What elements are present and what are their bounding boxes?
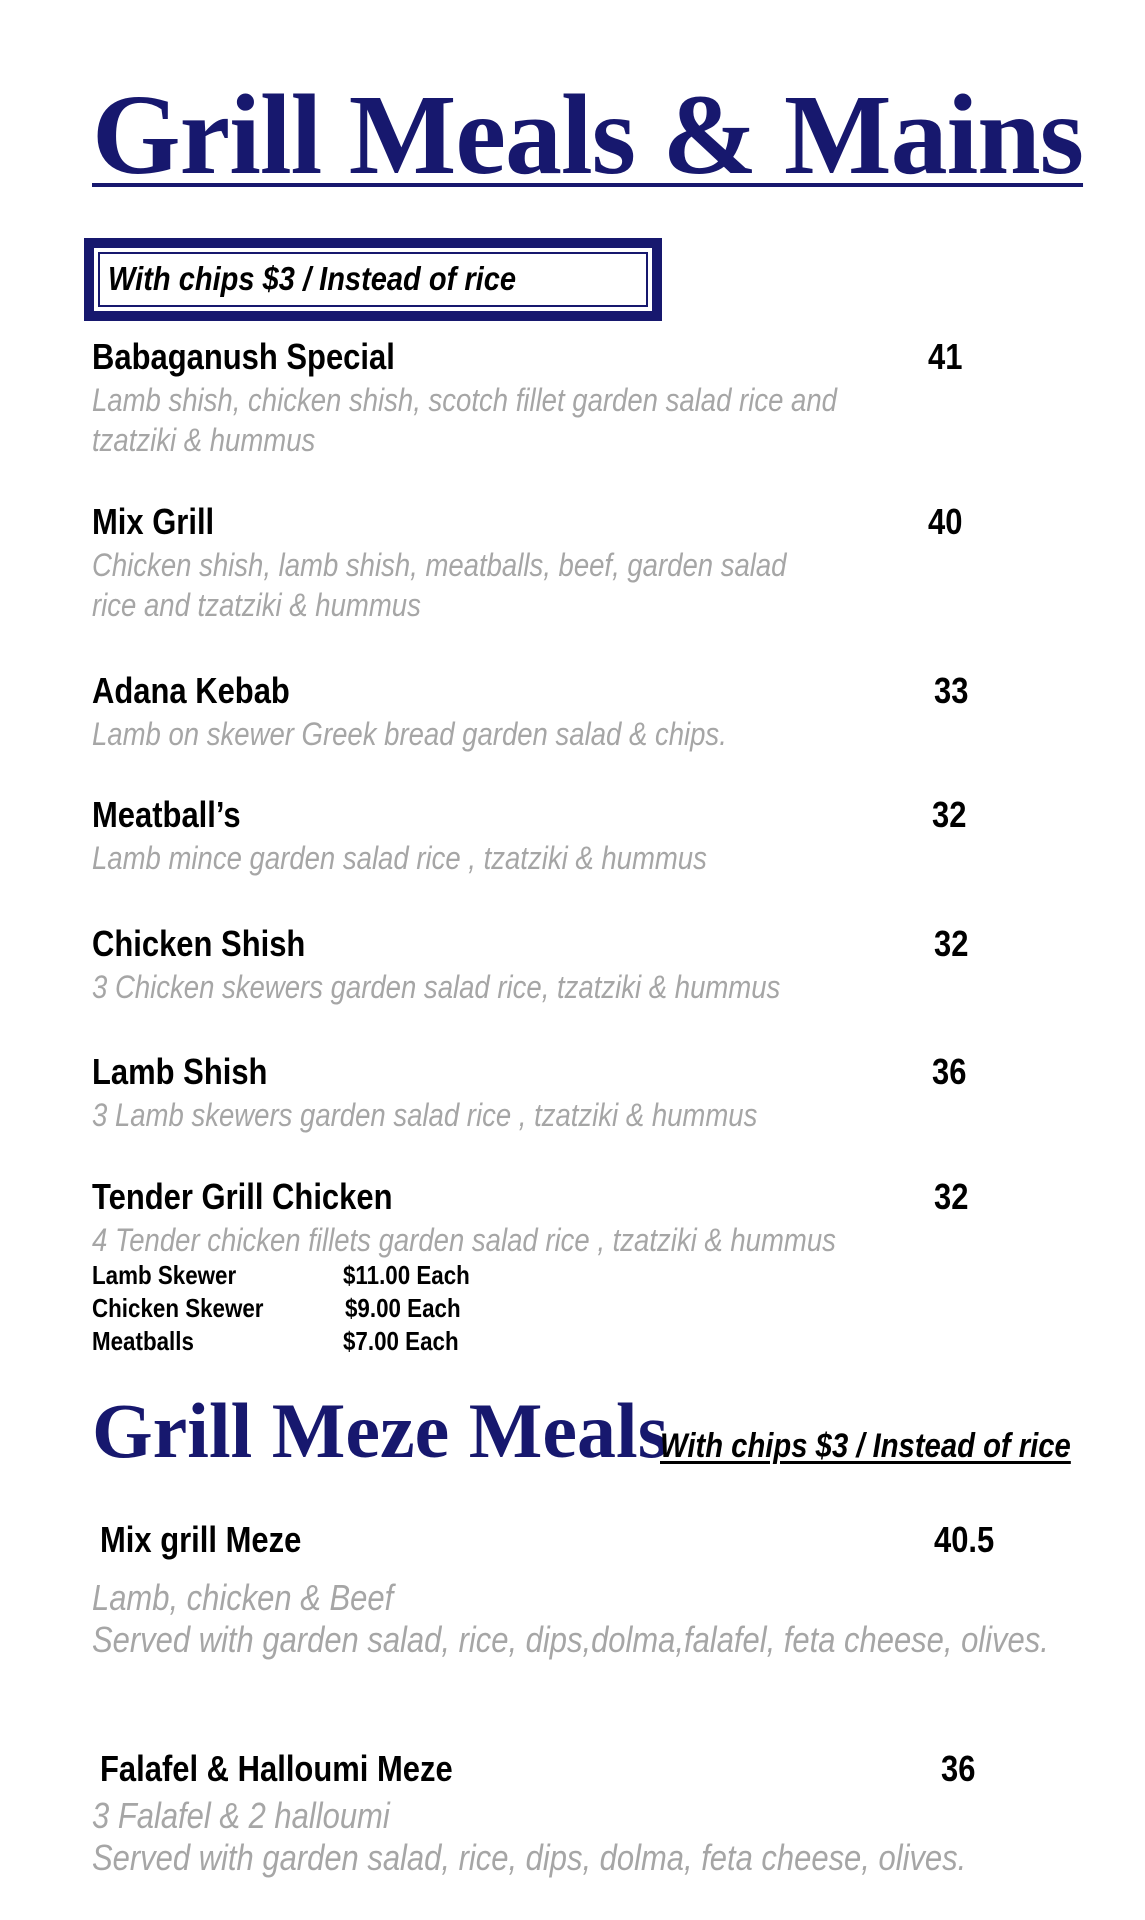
menu-item-desc-line: Lamb on skewer Greek bread garden salad & chips. (92, 716, 727, 752)
menu-item-price: 40 (928, 501, 963, 542)
menu-item-desc-line: 3 Lamb skewers garden salad rice , tzatziki & hummus (92, 1097, 758, 1133)
menu-item-desc-line: rice and tzatziki & hummus (92, 587, 421, 623)
menu-item-name: Mix Grill (92, 501, 215, 542)
menu-item-price: 36 (932, 1051, 967, 1092)
menu-item-desc-line: Lamb shish, chicken shish, scotch fillet garden salad rice and (92, 382, 837, 418)
meze-item-desc-line: Served with garden salad, rice, dips, dolma, feta cheese, olives. (92, 1837, 967, 1878)
skewer-price: $7.00 Each (343, 1326, 459, 1356)
meze-item-desc-line: Served with garden salad, rice, dips,dolma,falafel, feta cheese, olives. (92, 1619, 1049, 1660)
menu-item-price: 32 (934, 923, 969, 964)
meze-item-desc-line: Lamb, chicken & Beef (92, 1577, 394, 1618)
menu-item-desc-line: Lamb mince garden salad rice , tzatziki & hummus (92, 840, 707, 876)
menu-item-price: 32 (934, 1176, 969, 1217)
menu-item-price: 41 (928, 336, 963, 377)
menu-item-name: Chicken Shish (92, 923, 306, 964)
meze-item-price: 40.5 (934, 1519, 995, 1560)
menu-item-name: Adana Kebab (92, 670, 290, 711)
skewer-price: $11.00 Each (343, 1260, 470, 1290)
meze-item-price: 36 (941, 1748, 976, 1789)
skewer-name: Lamb Skewer (92, 1260, 237, 1290)
page-title: Grill Meals & Mains (92, 71, 1084, 198)
menu-item-price: 32 (932, 794, 967, 835)
menu-item-price: 33 (934, 670, 969, 711)
menu-item-desc-line: 3 Chicken skewers garden salad rice, tzatziki & hummus (92, 969, 781, 1005)
chips-note-text: With chips $3 / Instead of rice (108, 260, 517, 297)
meze-item-name: Mix grill Meze (100, 1519, 302, 1560)
menu-item-desc-line: Chicken shish, lamb shish, meatballs, beef, garden salad (92, 547, 787, 583)
meze-item-name: Falafel & Halloumi Meze (100, 1748, 453, 1789)
menu-item-desc-line: tzatziki & hummus (92, 422, 316, 458)
menu-item-name: Meatball’s (92, 794, 241, 835)
menu-item-desc-line: 4 Tender chicken fillets garden salad rice , tzatziki & hummus (92, 1222, 836, 1258)
meze-section-title: Grill Meze Meals (92, 1387, 669, 1474)
skewer-name: Chicken Skewer (92, 1293, 264, 1323)
skewer-price: $9.00 Each (345, 1293, 461, 1323)
skewer-name: Meatballs (92, 1326, 194, 1356)
menu-item-name: Babaganush Special (92, 336, 395, 377)
menu-item-name: Lamb Shish (92, 1051, 268, 1092)
meze-item-desc-line: 3 Falafel & 2 halloumi (92, 1795, 390, 1836)
meze-section-note: With chips $3 / Instead of rice (660, 1427, 1071, 1465)
menu-item-name: Tender Grill Chicken (92, 1176, 393, 1217)
chips-note-box (84, 238, 662, 321)
